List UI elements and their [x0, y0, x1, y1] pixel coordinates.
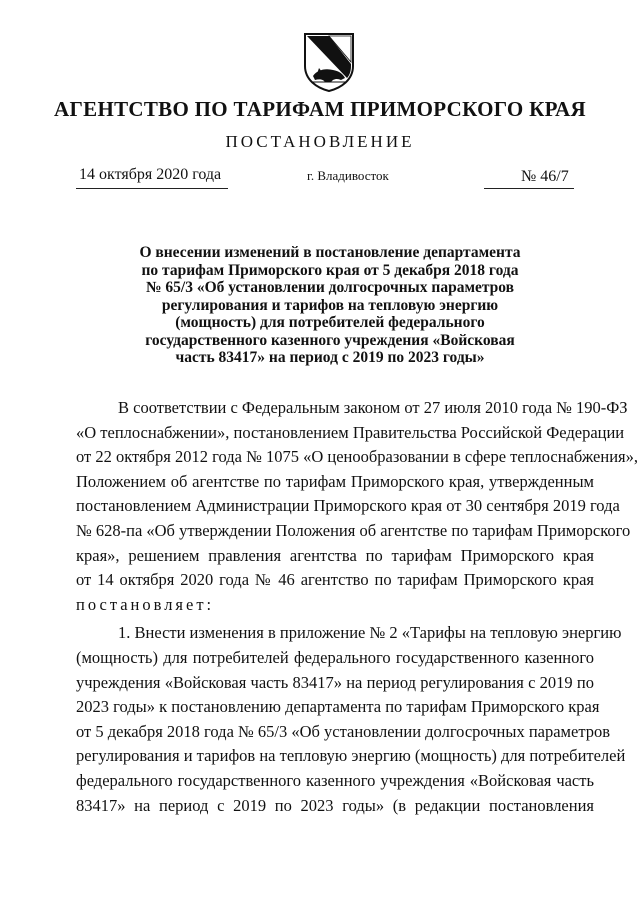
- body-line: (мощность) для потребителей федерального государственного казенного: [76, 647, 594, 667]
- title-line: государственного казенного учреждения «Войсковая: [145, 331, 515, 349]
- body-line: 2023 годы» к постановлению департамента по тарифам Приморского края: [76, 697, 600, 717]
- body-line: от 22 октября 2012 года № 1075 «О ценообразовании в сфере теплоснабжения»,: [76, 447, 639, 467]
- document-title: [120, 244, 540, 367]
- body-line: регулирования и тарифов на тепловую энергию (мощность) для потребителей: [76, 746, 626, 766]
- title-line: (мощность) для потребителей федерального: [175, 314, 485, 331]
- title-line: по тарифам Приморского края от 5 декабря 2018 года: [141, 261, 519, 279]
- body-line: Положением об агентстве по тарифам Приморского края, утвержденным: [76, 471, 594, 491]
- body-line: учреждения «Войсковая часть 83417» на период регулирования с 2019 по: [76, 672, 594, 692]
- title-line: часть 83417» на период с 2019 по 2023 годы»: [175, 349, 485, 366]
- document-body: [76, 396, 639, 818]
- body-line: от 5 декабря 2018 года № 65/3 «Об установлении долгосрочных параметров: [76, 721, 611, 741]
- body-line: федерального государственного казенного учреждения «Войсковая часть: [76, 770, 594, 790]
- coat-of-arms-emblem: [303, 32, 355, 92]
- number-underline: [484, 188, 574, 189]
- title-line: О внесении изменений в постановление департамента: [139, 244, 521, 261]
- body-line: «О теплоснабжении», постановлением Правительства Российской Федерации: [76, 422, 625, 442]
- body-line: № 628-па «Об утверждении Положения об агентстве по тарифам Приморского: [76, 520, 631, 540]
- date-underline: [76, 188, 228, 189]
- resolution-word: постановляет:: [76, 594, 215, 614]
- agency-name: АГЕНТСТВО ПО ТАРИФАМ ПРИМОРСКОГО КРАЯ: [54, 97, 586, 121]
- title-line: № 65/3 «Об установлении долгосрочных параметров: [145, 279, 515, 296]
- document-city: г. Владивосток: [307, 168, 389, 183]
- body-line: от 14 октября 2020 года № 46 агентство по тарифам Приморского края: [76, 570, 594, 590]
- document-date: 14 октября 2020 года: [79, 166, 222, 183]
- title-line: регулирования и тарифов на тепловую энергию: [161, 296, 499, 314]
- body-line: края», решением правления агентства по тарифам Приморского края: [76, 545, 594, 565]
- body-line: 83417» на период с 2019 по 2023 годы» (в редакции постановления: [76, 795, 594, 815]
- document-type: ПОСТАНОВЛЕНИЕ: [225, 132, 415, 151]
- document-number: № 46/7: [521, 168, 569, 185]
- body-line: постановлением Администрации Приморского края от 30 сентября 2019 года: [76, 496, 620, 516]
- body-line: В соответствии с Федеральным законом от 27 июля 2010 года № 190-ФЗ: [118, 398, 628, 417]
- body-line: 1. Внести изменения в приложение № 2 «Тарифы на тепловую энергию: [118, 623, 622, 643]
